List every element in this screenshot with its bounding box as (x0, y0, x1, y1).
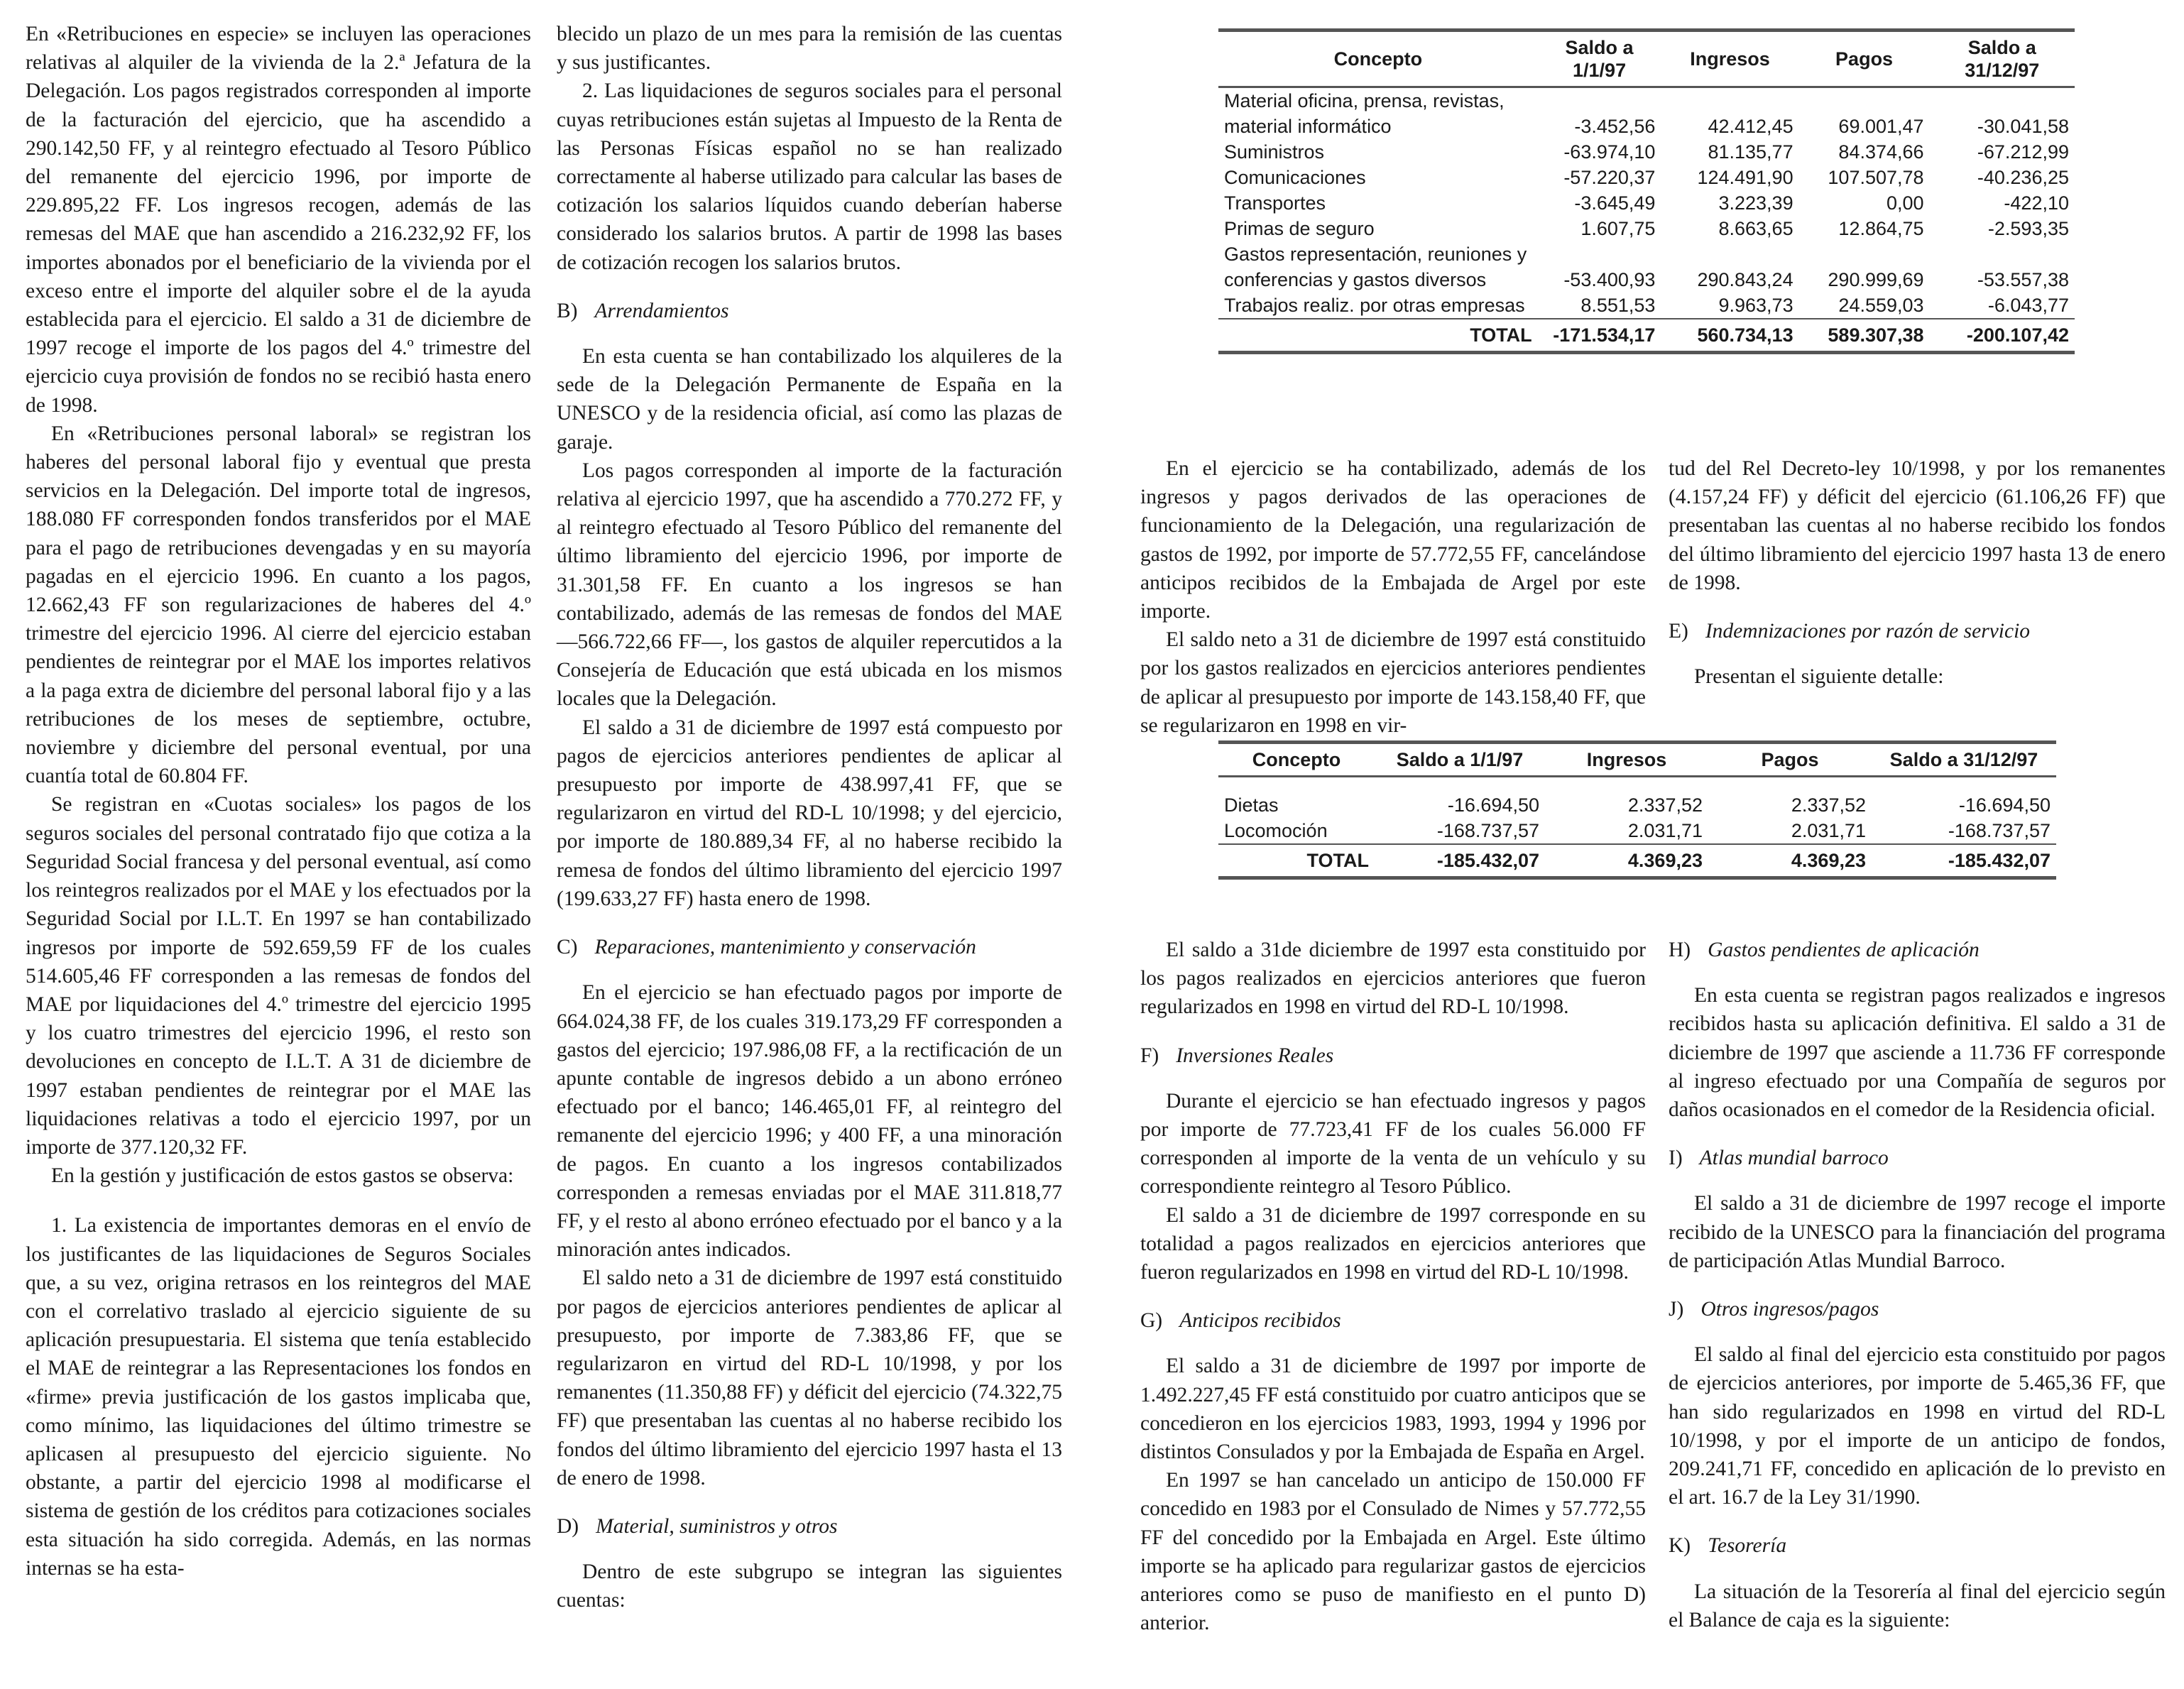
section-heading-d: D) Material, suministros y otros (557, 1514, 838, 1538)
col-header: Concepto (1333, 48, 1423, 70)
table-row (1218, 139, 2075, 165)
cell: 2.337,52 (1627, 794, 1703, 816)
section-heading-e: E) Indemnizaciones por razón de servicio (1669, 620, 2031, 643)
cell: -185.432,07 (1948, 849, 2051, 871)
col-header: Concepto (1252, 749, 1341, 770)
total-label: TOTAL (1470, 324, 1532, 346)
cell: -171.534,17 (1553, 324, 1656, 346)
cell: 290.999,69 (1828, 269, 1924, 290)
paragraph: El saldo neto a 31 de diciembre de 1997 está constituido por los gastos realizados en ejercicios anteriores pendientes de aplicar al presupuesto por importe de 143.158,40 FF, que se regularizaron en 1998 en vir- (1140, 628, 1646, 737)
cell: -2.593,35 (1987, 218, 2069, 239)
col-header: Ingresos (1586, 749, 1667, 770)
cell: -40.236,25 (1977, 167, 2069, 188)
row-label: Material oficina, prensa, revistas, material informático (1224, 90, 1505, 137)
paragraph: El saldo a 31 de diciembre de 1997 recoge el importe recibido de la UNESCO para la financiación del programa de participación Atlas Mundial Barroco. (1669, 1192, 2166, 1272)
table-row (1218, 293, 2075, 319)
table-row (1218, 190, 2075, 216)
col-header: Saldo a 1/1/97 (1396, 749, 1524, 770)
text-column-4-lower (1669, 936, 2166, 1634)
text-column-4 (1669, 454, 2166, 691)
paragraph: El saldo a 31 de diciembre de 1997 está compuesto por pagos de ejercicios anteriores pendientes de aplicar al presupuesto por importe de 438.997,41 FF, que se regularizaron en virtud del RD-L 10/1998; y del ejercicio, por importe de 180.889,34 FF, al no haberse recibido la remesa de fondos del último libramiento del ejercicio 1997 (199.633,27 FF) hasta enero de 1998. (557, 716, 1062, 910)
paragraph: El saldo neto a 31 de diciembre de 1997 está constituido por pagos de ejercicios anteriores pendientes de aplicar al presupuesto, por importe de 7.383,86 FF, que se regularizaron en virtud del RD-L 10/1998, y por los remanentes (11.350,88 FF) y déficit del ejercicio (74.322,75 FF) que presentaban las cuentas al no haberse recibido los fondos del último libramiento del ejercicio 1997 hasta el 13 de enero de 1998. (557, 1267, 1062, 1490)
col-header: Pagos (1835, 48, 1894, 70)
cell: -168.737,57 (1436, 819, 1539, 841)
cell: 124.491,90 (1697, 167, 1793, 188)
paragraph: La situación de la Tesorería al final del ejercicio según el Balance de caja es la siguiente: (1669, 1580, 2166, 1631)
paragraph: El saldo a 31 de diciembre de 1997 por importe de 1.492.227,45 FF está constituido por cuatro anticipos que se concedieron en los ejercicios 1983, 1993, 1994 y 1996 por distintos Consulados y por la Embajada de España en Argel. (1140, 1355, 1646, 1464)
cell: 69.001,47 (1838, 116, 1924, 137)
paragraph: En esta cuenta se han contabilizado los alquileres de la sede de la Delegación Permanente de España en la UNESCO y de la residencia oficial, así como las plazas de garaje. (557, 345, 1062, 454)
cell: -67.212,99 (1977, 141, 2069, 163)
text-column-2 (557, 20, 1062, 1615)
col-header: Ingresos (1690, 48, 1770, 70)
table-total-row (1218, 844, 2056, 878)
cell: -422,10 (2004, 192, 2069, 214)
table-row (1218, 241, 2075, 293)
paragraph: El saldo al final del ejercicio esta constituido por pagos de ejercicios anteriores, por importe de 5.465,36 FF, que han sido regularizados en 1998 en virtud del RD-L 10/1998, y por el importe de un anticipo de fondos, 209.241,71 FF, concedido en aplicación de lo previsto en el art. 16.7 de la Ley 31/1990. (1669, 1343, 2166, 1509)
section-heading-b: B) Arrendamientos (557, 299, 729, 322)
cell: -57.220,37 (1563, 167, 1656, 188)
section-heading-h: H) Gastos pendientes de aplicación (1669, 939, 1980, 961)
cell: -63.974,10 (1563, 141, 1656, 163)
cell: -53.557,38 (1977, 269, 2069, 290)
cell: 2.031,71 (1791, 819, 1866, 841)
text-column-3 (1140, 454, 1646, 740)
cell: 24.559,03 (1838, 295, 1924, 316)
row-label: Locomoción (1224, 819, 1328, 841)
cell: -3.645,49 (1574, 192, 1656, 214)
cell: -16.694,50 (1958, 794, 2051, 816)
cell: 0,00 (1886, 192, 1924, 214)
cell: 84.374,66 (1838, 141, 1924, 163)
section-heading-i: I) Atlas mundial barroco (1669, 1147, 1889, 1170)
text-column-3-lower (1140, 936, 1646, 1637)
paragraph: Se registran en «Cuotas sociales» los pagos de los seguros sociales del personal contratado fijo que cotiza a la Seguridad Social francesa y del personal eventual, así como los reintegros realizados por el MAE y los efectuados por la Seguridad Social por I.L.T. En 1997 se han contabilizado ingresos por importe de 592.659,59 FF de los cuales 514.605,46 FF corresponden a las remesas de fondos del MAE por liquidaciones del 4.º trimestre del ejercicio 1995 y los cuatro trimestres del ejercicio 1996, el resto son devoluciones en concepto de I.L.T. A 31 de diciembre de 1997 estaban pendientes de reintegrar por el MAE las liquidaciones relativas a todo el ejercicio 1997, por un importe de 377.120,32 FF. (26, 793, 531, 1159)
cell: 3.223,39 (1718, 192, 1793, 214)
table-row (1218, 818, 2056, 844)
cell: 2.031,71 (1627, 819, 1703, 841)
text-column-1 (26, 20, 531, 1583)
paragraph: Los pagos corresponden al importe de la facturación relativa al ejercicio 1997, que ha ascendido a 770.272 FF, y al reintegro efectuado al Tesoro Público del remanente del último libramiento del ejercicio 1996, por importe de 31.301,58 FF. En cuanto a los ingresos se han contabilizado, además de las remesas de fondos del MAE —566.722,66 FF—, los gastos de alquiler repercutidos a la Consejería de Educación que está ubicada en los mismos locales que la Delegación. (557, 459, 1062, 711)
table-row (1218, 216, 2075, 241)
col-header: Saldo a 31/12/97 (1965, 37, 2040, 81)
cell: 4.369,23 (1627, 849, 1703, 871)
paragraph: Dentro de este subgrupo se integran las siguientes cuentas: (557, 1560, 1062, 1612)
paragraph: El saldo a 31 de diciembre de 1997 corresponde en su totalidad a pagos realizados en ejercicios anteriores que fueron regularizados en 1998 en virtud del RD-L 10/1998. (1140, 1203, 1646, 1284)
paragraph: En esta cuenta se registran pagos realizados e ingresos recibidos hasta su aplicación definitiva. El saldo a 31 de diciembre de 1997 que asciende a 11.736 FF corresponde al ingreso efectuado por una Compañía de seguros por daños ocasionados en el comedor de la Residencia oficial. (1669, 984, 2166, 1122)
row-label: Suministros (1224, 141, 1325, 163)
cell: 290.843,24 (1697, 269, 1793, 290)
paragraph: tud del Rel Decreto-ley 10/1998, y por los remanentes (4.157,24 FF) y déficit del ejercicio (61.106,26 FF) que presentaban las cuentas al no haberse recibido los fondos del último libramiento del ejercicio 1997 hasta 13 de enero de 1998. (1669, 457, 2166, 594)
col-header: Saldo a 31/12/97 (1889, 749, 2038, 770)
cell: 8.663,65 (1718, 218, 1793, 239)
cell: 560.734,13 (1697, 324, 1793, 346)
paragraph: 1. La existencia de importantes demoras en el envío de los justificantes de las liquidaciones de Seguros Sociales que, a su vez, origina retrasos en los reintegros del MAE con el correlativo traslado al ejercicio siguiente de su aplicación presupuestaria. El sistema que tenía establecido el MAE de reintegrar a las Representaciones los fondos en «firme» previa justificación de los gastos implicaba que, como mínimo, las liquidaciones del último trimestre se aplicasen al presupuesto del ejercicio siguiente. No obstante, a partir del ejercicio 1998 al modificarse el sistema de gestión de los créditos para cotizaciones sociales esta situación ha sido corregida. Además, en las normas internas se ha esta- (26, 1214, 531, 1580)
cell: -3.452,56 (1574, 116, 1656, 137)
cell: -16.694,50 (1447, 794, 1539, 816)
table-header-row (1218, 31, 2075, 87)
table-header-row (1218, 743, 2056, 777)
table-row (1218, 792, 2056, 818)
col-header: Saldo a 1/1/97 (1565, 37, 1634, 81)
cell: 107.507,78 (1828, 167, 1924, 188)
paragraph: En 1997 se han cancelado un anticipo de 150.000 FF concedido en 1983 por el Consulado de Nimes y 57.772,55 FF del concedido por la Embajada en Argel. Este último importe se ha aplicado para regularizar gastos de ejercicios anteriores como se puso de manifiesto en el punto D) anterior. (1140, 1469, 1646, 1635)
material-suministros-table (1218, 28, 2075, 354)
paragraph: En el ejercicio se ha contabilizado, además de los ingresos y pagos derivados de las operaciones de funcionamiento de la Delegación, una regularización de gastos de 1992, por importe de 57.772,55 FF, cancelándose anticipos recibidos de la Embajada de Argel por este importe. (1140, 457, 1646, 623)
table-total-row (1218, 319, 2075, 353)
cell: 589.307,38 (1828, 324, 1924, 346)
row-label: Trabajos realiz. por otras empresas (1224, 295, 1525, 316)
cell: -6.043,77 (1987, 295, 2069, 316)
paragraph: En «Retribuciones personal laboral» se registran los haberes del personal laboral fijo y eventual que presta servicios en la Delegación. Del importe total de ingresos, 188.080 FF corresponden fondos transferidos por el MAE para el pago de retribuciones devengadas y en su mayoría pagadas en el ejercicio 1996. En cuanto a los pagos, 12.662,43 FF son regularizaciones de haberes del 4.º trimestre del ejercicio 1996. Al cierre del ejercicio estaban pendientes de reintegrar por el MAE los importes relativos a la paga extra de diciembre del personal laboral fijo y a las retribuciones de los meses de septiembre, octubre, noviembre y diciembre del personal eventual, por una cuantía total de 60.804 FF. (26, 422, 531, 788)
section-heading-g: G) Anticipos recibidos (1140, 1309, 1341, 1333)
cell: 81.135,77 (1708, 141, 1793, 163)
cell: 9.963,73 (1718, 295, 1793, 316)
cell: -168.737,57 (1948, 819, 2051, 841)
paragraph: El saldo a 31de diciembre de 1997 esta constituido por los pagos realizados en ejercicios anteriores que fueron regularizados en 1998 en virtud del RD-L 10/1998. (1140, 939, 1646, 1019)
row-label: Primas de seguro (1224, 218, 1375, 239)
cell: 1.607,75 (1580, 218, 1656, 239)
row-label: Comunicaciones (1224, 167, 1366, 188)
col-header: Pagos (1761, 749, 1819, 770)
paragraph: En la gestión y justificación de estos gastos se observa: (51, 1164, 514, 1188)
table-row (1218, 165, 2075, 190)
row-label: Transportes (1224, 192, 1326, 214)
cell: -185.432,07 (1436, 849, 1539, 871)
paragraph: En «Retribuciones en especie» se incluyen las operaciones relativas al alquiler de la vivienda de la 2.ª Jefatura de la Delegación. Los pagos registrados corresponden al importe de la facturación del ejercicio, que ha ascendido a 290.142,50 FF, y al reintegro efectuado al Tesoro Público del remanente del ejercicio 1996, por importe de 229.895,22 FF. Los ingresos recogen, además de las remesas del MAE que han ascendido a 216.232,92 FF, los importes abonados por el beneficiario de la vivienda por el exceso entre el importe del alquiler sobre el de la ayuda establecida para el ejercicio. El saldo a 31 de diciembre de 1997 recoge el importe de los pagos del 4.º trimestre del ejercicio cuya provisión de fondos no se recibió hasta enero de 1998. (26, 23, 531, 417)
paragraph: blecido un plazo de un mes para la remisión de las cuentas y sus justificantes. (557, 23, 1062, 75)
cell: 4.369,23 (1791, 849, 1866, 871)
cell: -53.400,93 (1563, 269, 1656, 290)
cell: -30.041,58 (1977, 116, 2069, 137)
cell: 42.412,45 (1708, 116, 1793, 137)
cell: 2.337,52 (1791, 794, 1866, 816)
table-row (1218, 87, 2075, 140)
paragraph: Presentan el siguiente detalle: (1694, 665, 1944, 689)
cell: 8.551,53 (1580, 295, 1656, 316)
cell: -200.107,42 (1966, 324, 2069, 346)
paragraph: Durante el ejercicio se han efectuado ingresos y pagos por importe de 77.723,41 FF de los cuales 56.000 FF corresponden al importe de la venta de un vehículo y su correspondiente reintegro al Tesoro Público. (1140, 1089, 1646, 1198)
paragraph: En el ejercicio se han efectuado pagos por importe de 664.024,38 FF, de los cuales 319.173,29 FF corresponden a gastos del ejercicio; 197.986,08 FF, a la rectificación de un apunte contable de ingresos debido a un abono erróneo efectuado por el banco; 146.465,01 FF, al reintegro del remanente del ejercicio 1996; y 400 FF, a una minoración de pagos. En cuanto a los ingresos contabilizados corresponden a remesas enviadas por el MAE 311.818,77 FF, y el resto al abono erróneo efectuado por el banco y a la minoración antes indicados. (557, 981, 1062, 1262)
cell: 12.864,75 (1838, 218, 1924, 239)
section-heading-f: F) Inversiones Reales (1140, 1044, 1334, 1067)
section-heading-j: J) Otros ingresos/pagos (1669, 1298, 1879, 1321)
section-heading-k: K) Tesorería (1669, 1534, 1787, 1558)
total-label: TOTAL (1306, 849, 1369, 871)
paragraph: 2. Las liquidaciones de seguros sociales para el personal cuyas retribuciones están sujetas al Impuesto de la Renta de las Personas Físicas español no se han realizado correctamente al haberse utilizado para calcular las bases de cotización los salarios líquidos cuando deberían haberse considerado los salarios brutos. A partir de 1998 las bases de cotización recogen los salarios brutos. (557, 80, 1062, 274)
section-heading-c: C) Reparaciones, mantenimiento y conservación (557, 936, 976, 959)
row-label: Dietas (1224, 794, 1279, 816)
row-label: Gastos representación, reuniones y conferencias y gastos diversos (1224, 244, 1527, 290)
indemnizaciones-table (1218, 740, 2056, 880)
